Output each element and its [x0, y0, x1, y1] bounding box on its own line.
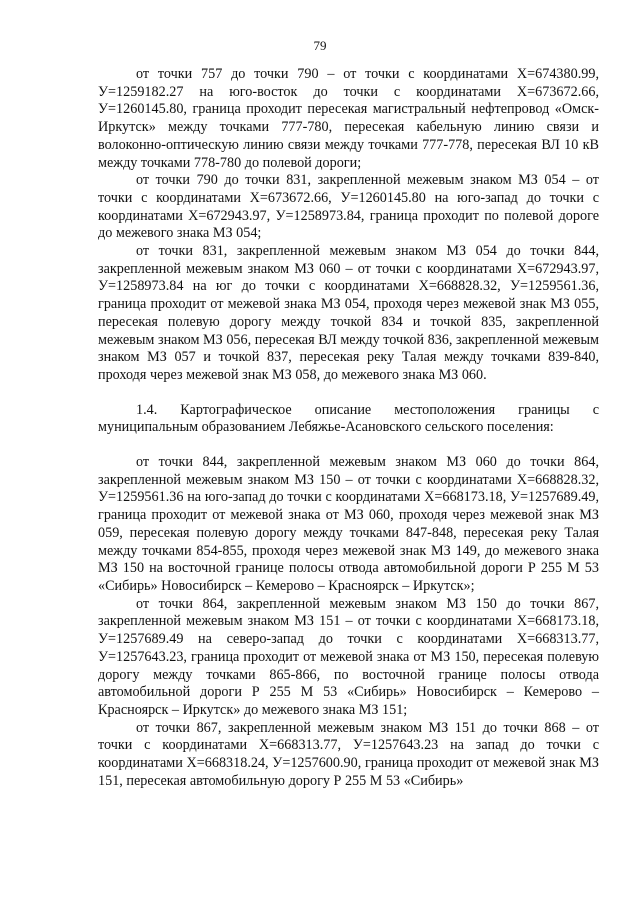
paragraph-867-868: от точки 867, закрепленной межевым знаком МЗ 151 до точки 868 – от точки с координатами Х=668313.77, У=1257643.23 на запад до точки с координатами Х=668318.24, У=1257600.90, граница проходит от межевой знак МЗ 151, пересекая автомобильную дорогу Р 255 М 53 «Сибирь» — [98, 719, 599, 789]
paragraph-831-844: от точки 831, закрепленной межевым знаком МЗ 054 до точки 844, закрепленной межевым знаком МЗ 060 – от точки с координатами Х=672943.97, У=1258973.84 на юг до точки с координатами Х=668828.32, У=1259561.36, граница проходит от межевой знака МЗ 054, проходя через межевой знак МЗ 055, пересекая полевую дорогу между точкой 834 и точкой 835, закрепленной межевым знаком МЗ 056, пересекая ВЛ между точкой 836, закрепленной межевым знаком МЗ 057 и точкой 837, пересекая реку Талая между точками 839-840, проходя через межевой знак МЗ 058, до межевого знака МЗ 060. — [98, 243, 599, 383]
page-number: 79 — [313, 38, 327, 53]
paragraph-790-831: от точки 790 до точки 831, закрепленной межевым знаком МЗ 054 – от точки с координатами Х=673672.66, У=1260145.80 на юго-запад до точки с координатами Х=672943.97, У=1258973.84, граница проходит по полевой дороге до межевого знака МЗ 054; — [98, 172, 599, 242]
paragraph-864-867: от точки 864, закрепленной межевым знаком МЗ 150 до точки 867, закрепленной межевым знаком МЗ 151 – от точки с координатами Х=668173.18, У=1257689.49 на северо-запад до точки с координатами Х=668313.77, У=1257643.23, граница проходит от межевой знака от МЗ 150, пересекая полевую дорогу между точками 865-866, по восточной границе полосы отвода автомобильной дороги Р 255 М 53 «Сибирь» Новосибирск – Кемерово – Красноярск – Иркутск» до межевого знака МЗ 151; — [98, 595, 599, 718]
section-heading: 1.4. Картографическое описание местоположения границы с муниципальным образованием Лебяжье-Асановского сельского поселения: — [98, 401, 599, 436]
document-body — [98, 66, 599, 790]
paragraph-757-790: от точки 757 до точки 790 – от точки с координатами Х=674380.99, У=1259182.27 на юго-восток до точки с координатами Х=673672.66, У=1260145.80, граница проходит пересекая магистральный нефтепровод «Омск-Иркутск» между точками 777-780, пересекая кабельную линию связи и волоконно-оптическую линию связи между точками 777-778, пересекая ВЛ 10 кВ между точками 778-780 до полевой дороги; — [98, 66, 599, 171]
paragraph-844-864: от точки 844, закрепленной межевым знаком МЗ 060 до точки 864, закрепленной межевым знаком МЗ 150 – от точки с координатами Х=668828.32, У=1259561.36 на юго-запад до точки с координатами Х=668173.18, У=1257689.49, граница проходит от межевой знака от МЗ 060, проходя через межевой знак МЗ 059, пересекая полевую дорогу между точками 847-848, пересекая реку Талая между точками 854-855, проходя через межевой знак МЗ 149, до межевого знака МЗ 150 на восточной границе полосы отвода автомобильной дороги Р 255 М 53 «Сибирь» Новосибирск – Кемерово – Красноярск – Иркутск»; — [98, 454, 599, 594]
